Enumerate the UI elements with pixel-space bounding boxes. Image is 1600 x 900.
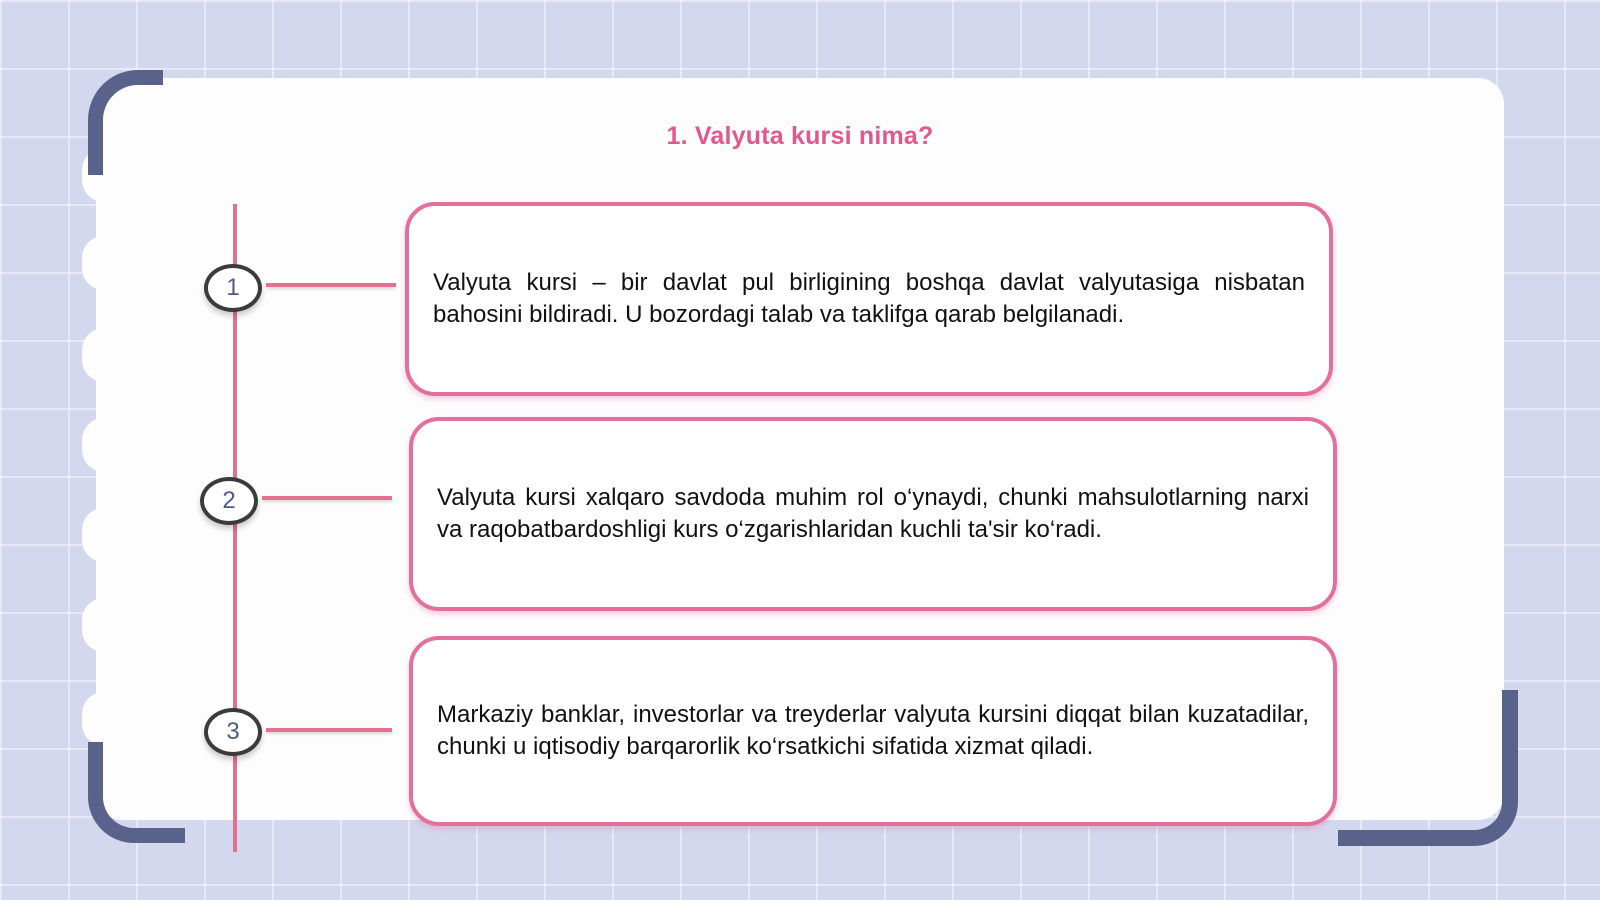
info-box-3 [409,636,1337,826]
corner-bracket-bottom-left [88,742,185,843]
page-edge-tab [82,236,126,290]
corner-bracket-bottom-right [1338,690,1518,846]
step-number-2: 2 [200,477,258,525]
timeline-connector-1 [266,283,396,287]
info-text-2: Valyuta kursi xalqaro savdoda muhim rol o‘ynaydi, chunki mahsulotlarning narxi va raqobatbardoshligi kurs o‘zgarishlaridan kuchli ta'sir ko‘radi. [437,484,1309,543]
info-text-3: Markaziy banklar, investorlar va treyderlar valyuta kursini diqqat bilan kuzatadilar, chunki u iqtisodiy barqarorlik ko‘rsatkichi sifatida xizmat qiladi. [437,701,1309,760]
page-edge-tab [82,328,126,382]
timeline-connector-3 [266,728,392,732]
page-edge-tab [82,598,126,652]
info-box-1 [405,202,1333,396]
timeline-connector-2 [262,496,392,500]
page-edge-tab [82,508,126,562]
page-edge-tab [82,418,126,472]
step-number-1: 1 [204,264,262,312]
step-number-3: 3 [204,708,262,756]
page-edge-tab [82,692,126,746]
info-box-2 [409,417,1337,611]
slide-title: 1. Valyuta kursi nima? [666,122,934,150]
info-text-1: Valyuta kursi – bir davlat pul birligining boshqa davlat valyutasiga nisbatan bahosini bildiradi. U bozordagi talab va taklifga qarab belgilanadi. [433,269,1305,328]
